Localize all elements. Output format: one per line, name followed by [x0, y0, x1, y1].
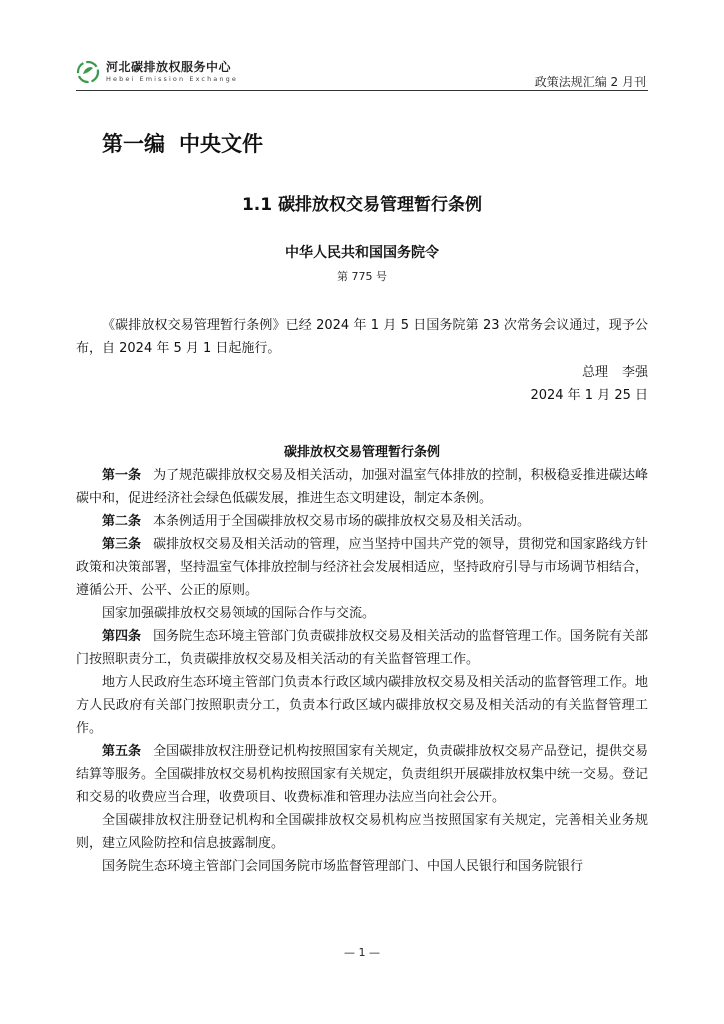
article-paragraph	[76, 671, 648, 740]
regulation-number: 1.1	[241, 195, 273, 215]
article-paragraph	[76, 510, 648, 533]
section-title	[102, 128, 263, 158]
article-text: 全国碳排放权注册登记机构按照国家有关规定，负责碳排放权交易产品登记，提供交易结算等服务。全国碳排放权交易机构按照国家有关规定，负责组织开展碳排放权集中统一交易。登记和交易的收费应当合理，收费项目、收费标准和管理办法应当向社会公开。	[76, 744, 649, 805]
article-text: 碳排放权交易及相关活动的管理，应当坚持中国共产党的领导，贯彻党和国家路线方针政策和决策部署，坚持温室气体排放控制与经济社会发展相适应，坚持政府引导与市场调节相结合，遵循公开、公平、公正的原则。	[76, 537, 649, 598]
article-label: 第三条	[102, 537, 142, 552]
article-paragraph	[76, 809, 648, 855]
articles-list	[76, 464, 648, 878]
regulation-heading: 碳排放权交易管理暂行条例	[283, 445, 440, 460]
section-part: 第一编	[102, 132, 165, 156]
article-label: 第二条	[102, 514, 142, 529]
page-header	[76, 58, 648, 91]
article-paragraph	[76, 740, 648, 809]
section-name: 中央文件	[179, 132, 263, 156]
article-paragraph	[76, 602, 648, 625]
preamble-text: 《碳排放权交易管理暂行条例》已经 2024 年 1 月 5 日国务院第 23 次常务会议通过，现予公布，自 2024 年 5 月 1 日起施行。	[76, 318, 648, 356]
regulation-title	[0, 190, 724, 215]
preamble	[76, 314, 648, 360]
sign-date: 2024 年 1 月 25 日	[530, 388, 648, 403]
article-paragraph	[76, 533, 648, 602]
article-label: 第五条	[102, 744, 142, 759]
article-text: 地方人民政府生态环境主管部门负责本行政区域内碳排放权交易及相关活动的监督管理工作。地方人民政府有关部门按照职责分工，负责本行政区域内碳排放权交易及相关活动的有关监督管理工作。	[76, 675, 649, 736]
order-number: 第 775 号	[337, 270, 387, 283]
article-text: 为了规范碳排放权交易及相关活动，加强对温室气体排放的控制，积极稳妥推进碳达峰碳中和，促进经济社会绿色低碳发展，推进生态文明建设，制定本条例。	[76, 468, 648, 506]
signer-name: 李强	[621, 365, 648, 380]
article-paragraph	[76, 625, 648, 671]
article-paragraph	[76, 855, 648, 878]
org-name-cn: 河北碳排放权服务中心	[106, 60, 232, 75]
article-text: 全国碳排放权注册登记机构和全国碳排放权交易机构应当按照国家有关规定，完善相关业务规则，建立风险防控和信息披露制度。	[76, 813, 648, 851]
article-text: 国务院生态环境主管部门会同国务院市场监督管理部门、中国人民银行和国务院银行	[102, 859, 584, 874]
signer-line	[582, 361, 648, 384]
issuer-line: 中华人民共和国国务院令	[285, 245, 439, 261]
article-paragraph	[76, 464, 648, 510]
page-number: — 1 —	[344, 946, 380, 959]
article-text: 国家加强碳排放权交易领域的国际合作与交流。	[102, 606, 376, 621]
signer-title: 总理	[581, 365, 608, 380]
article-text: 本条例适用于全国碳排放权交易市场的碳排放权交易及相关活动。	[153, 514, 531, 529]
article-text: 国务院生态环境主管部门负责碳排放权交易及相关活动的监督管理工作。国务院有关部门按照职责分工，负责碳排放权交易及相关活动的有关监督管理工作。	[76, 629, 648, 667]
publication-name: 政策法规汇编 2 月刊	[534, 75, 646, 89]
article-label: 第四条	[102, 629, 142, 644]
org-name-en: Hebei Emission Exchange	[106, 75, 238, 84]
article-label: 第一条	[102, 468, 142, 483]
leaf-logo-icon	[76, 60, 100, 84]
org-logo	[76, 60, 238, 84]
regulation-title-text: 碳排放权交易管理暂行条例	[278, 195, 483, 215]
